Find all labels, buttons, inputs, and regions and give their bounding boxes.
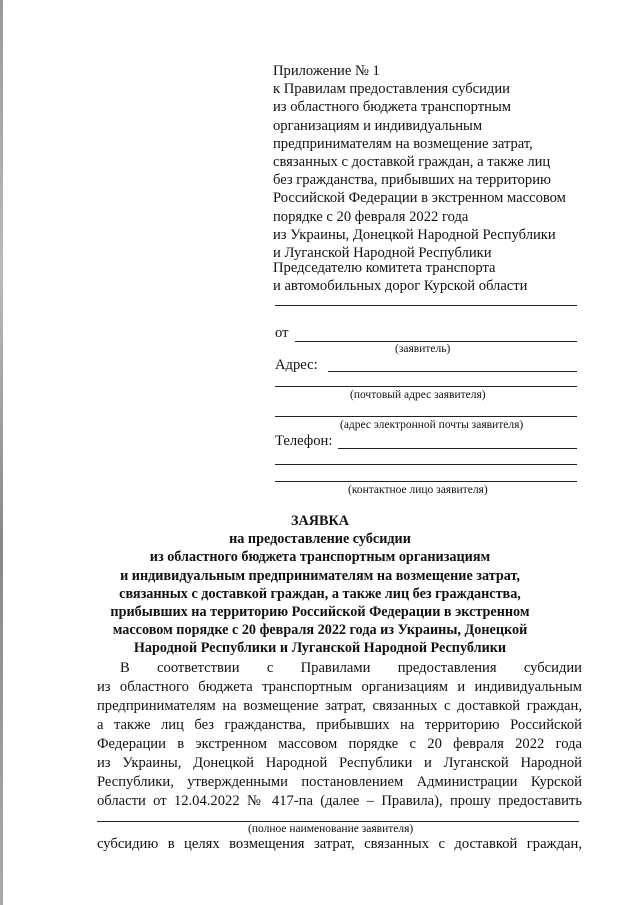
- address-field-line-2[interactable]: [275, 386, 577, 387]
- appendix-line: организациям и индивидуальным: [273, 117, 483, 134]
- title-line: на предоставление субсидии: [229, 531, 411, 548]
- body-line: В соответствии с Правилами предоставления субсидии: [120, 660, 582, 676]
- appendix-line: Российской Федерации в экстренном массовом: [273, 190, 566, 207]
- email-field[interactable]: [275, 416, 577, 417]
- body-line: предпринимателям на возмещение затрат, связанных с доставкой граждан,: [97, 698, 582, 714]
- address-label: Адрес:: [275, 357, 318, 373]
- scan-edge: [0, 0, 3, 905]
- contact-field-line-2[interactable]: [275, 481, 577, 482]
- full-name-caption: (полное наименование заявителя): [248, 823, 414, 835]
- body-line: Федерации в экстренном массовом порядке с 20 февраля 2022 года: [97, 736, 582, 752]
- appendix-line: из областного бюджета транспортным: [273, 99, 511, 116]
- addressee-blank-line[interactable]: [275, 305, 577, 306]
- address-field[interactable]: [328, 371, 577, 372]
- appendix-line: без гражданства, прибывших на территорию: [273, 172, 551, 189]
- postal-address-caption: (почтовый адрес заявителя): [350, 389, 486, 401]
- phone-label: Телефон:: [275, 433, 333, 449]
- from-label: от: [275, 325, 289, 341]
- title-heading: ЗАЯВКА: [291, 513, 349, 529]
- title-line: связанных с доставкой граждан, а также лиц без гражданства,: [119, 585, 521, 602]
- appendix-line: предпринимателям на возмещение затрат,: [273, 135, 533, 152]
- addressee-line: Председателю комитета транспорта: [273, 260, 496, 276]
- body-line: из Украины, Донецкой Народной Республики и Луганской Народной: [97, 755, 582, 771]
- body-line: из областного бюджета транспортным организациям и индивидуальным: [97, 679, 582, 695]
- appendix-line: Приложение № 1: [273, 63, 380, 79]
- full-name-field[interactable]: [97, 821, 579, 822]
- appendix-line: порядке с 20 февраля 2022 года: [273, 208, 469, 225]
- applicant-field[interactable]: [295, 341, 577, 342]
- title-line: массовом порядке с 20 февраля 2022 года из Украины, Донецкой: [112, 622, 528, 639]
- body-line: Республики, утвержденными постановлением Администрации Курской: [97, 774, 582, 790]
- title-line: и индивидуальным предпринимателям на возмещение затрат,: [120, 567, 520, 584]
- applicant-caption: (заявитель): [395, 343, 451, 355]
- title-line: из областного бюджета транспортным организациям: [149, 549, 491, 566]
- appendix-line: и Луганской Народной Республики: [273, 245, 492, 262]
- title-line: Народной Республики и Луганской Народной Республики: [133, 640, 507, 657]
- body-continuation-line: субсидию в целях возмещения затрат, связанных с доставкой граждан,: [97, 836, 582, 852]
- appendix-line: из Украины, Донецкой Народной Республики: [273, 226, 556, 243]
- addressee-line: и автомобильных дорог Курской области: [273, 278, 528, 295]
- body-line: а также лиц без гражданства, прибывших на территорию Российской: [97, 717, 582, 733]
- contact-field-line-1[interactable]: [275, 464, 577, 465]
- body-line: области от 12.04.2022 № 417-па (далее – Правила), прошу предоставить: [97, 793, 582, 809]
- addressee-block: [273, 259, 603, 295]
- appendix-header: [273, 62, 603, 262]
- email-caption: (адрес электронной почты заявителя): [340, 419, 524, 431]
- appendix-line: связанных с доставкой граждан, а также лиц: [273, 154, 551, 171]
- contact-person-caption: (контактное лицо заявителя): [348, 484, 488, 496]
- title-line: прибывших на территорию Российской Федерации в экстренном: [110, 604, 530, 621]
- phone-field[interactable]: [338, 448, 577, 449]
- application-title: [80, 512, 560, 658]
- appendix-line: к Правилам предоставления субсидии: [273, 81, 510, 98]
